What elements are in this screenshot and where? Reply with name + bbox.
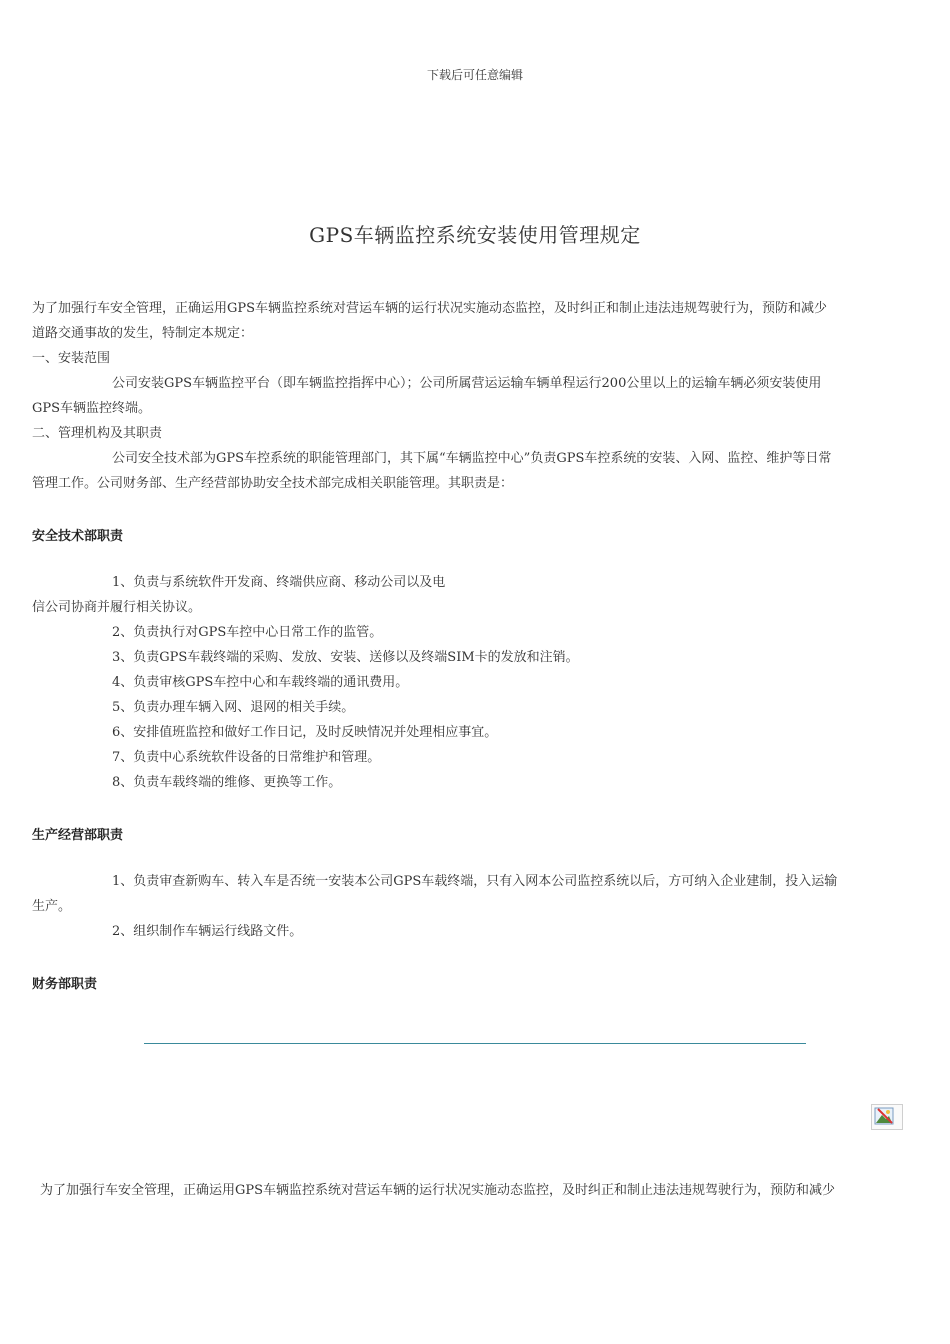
section-label-organization: 二、管理机构及其职责 [32, 426, 163, 441]
list-item: 2、组织制作车辆运行线路文件。 [112, 924, 303, 939]
safety-dept-list [32, 570, 912, 795]
document-title: GPS车辆监控系统安装使用管理规定 [309, 223, 641, 247]
list-item: 信公司协商并履行相关协议。 [32, 600, 202, 615]
intro-line: 公司安全技术部为GPS车控系统的职能管理部门，其下属“车辆监控中心”负责GPS车控系统的安装、入网、监控、维护等日常 [112, 451, 832, 466]
intro-line: 道路交通事故的发生，特制定本规定： [32, 326, 254, 341]
list-item: 8、负责车载终端的维修、更换等工作。 [112, 775, 342, 790]
list-item: 生产。 [32, 899, 72, 914]
safety-dept-heading: 安全技术部职责 [32, 529, 124, 544]
list-item: 6、安排值班监控和做好工作日记，及时反映情况并处理相应事宜。 [112, 725, 498, 740]
intro-block [32, 296, 912, 496]
list-item: 5、负责办理车辆入网、退网的相关手续。 [112, 700, 355, 715]
intro-line: 公司安装GPS车辆监控平台（即车辆监控指挥中心）；公司所属营运运输车辆单程运行200公里以上的运输车辆必须安装使用 [112, 376, 822, 391]
production-dept-heading: 生产经营部职责 [32, 828, 124, 843]
intro-line: GPS车辆监控终端。 [32, 401, 152, 416]
list-item: 1、负责审查新购车、转入车是否统一安装本公司GPS车载终端，只有入网本公司监控系统以后，方可纳入企业建制，投入运输 [112, 874, 838, 889]
production-dept-list [32, 869, 912, 944]
divider-rule [144, 1043, 806, 1044]
intro-line: 管理工作。公司财务部、生产经营部协助安全技术部完成相关职能管理。其职责是： [32, 476, 514, 491]
list-item: 2、负责执行对GPS车控中心日常工作的监管。 [112, 625, 383, 640]
list-item: 4、负责审核GPS车控中心和车载终端的通讯费用。 [112, 675, 409, 690]
list-item: 1、负责与系统软件开发商、终端供应商、移动公司以及电 [112, 575, 446, 590]
repeated-intro-line: 为了加强行车安全管理，正确运用GPS车辆监控系统对营运车辆的运行状况实施动态监控，及时纠正和制止违法违规驾驶行为，预防和减少 [40, 1183, 836, 1198]
list-item: 3、负责GPS车载终端的采购、发放、安装、送修以及终端SIM卡的发放和注销。 [112, 650, 579, 665]
section-label-scope: 一、安装范围 [32, 351, 111, 366]
intro-line: 为了加强行车安全管理，正确运用GPS车辆监控系统对营运车辆的运行状况实施动态监控，及时纠正和制止违法违规驾驶行为，预防和减少 [32, 301, 828, 316]
finance-dept-heading: 财务部职责 [32, 977, 98, 992]
header-note: 下载后可任意编辑 [426, 68, 523, 82]
broken-image-icon [871, 1104, 903, 1130]
list-item: 7、负责中心系统软件设备的日常维护和管理。 [112, 750, 381, 765]
